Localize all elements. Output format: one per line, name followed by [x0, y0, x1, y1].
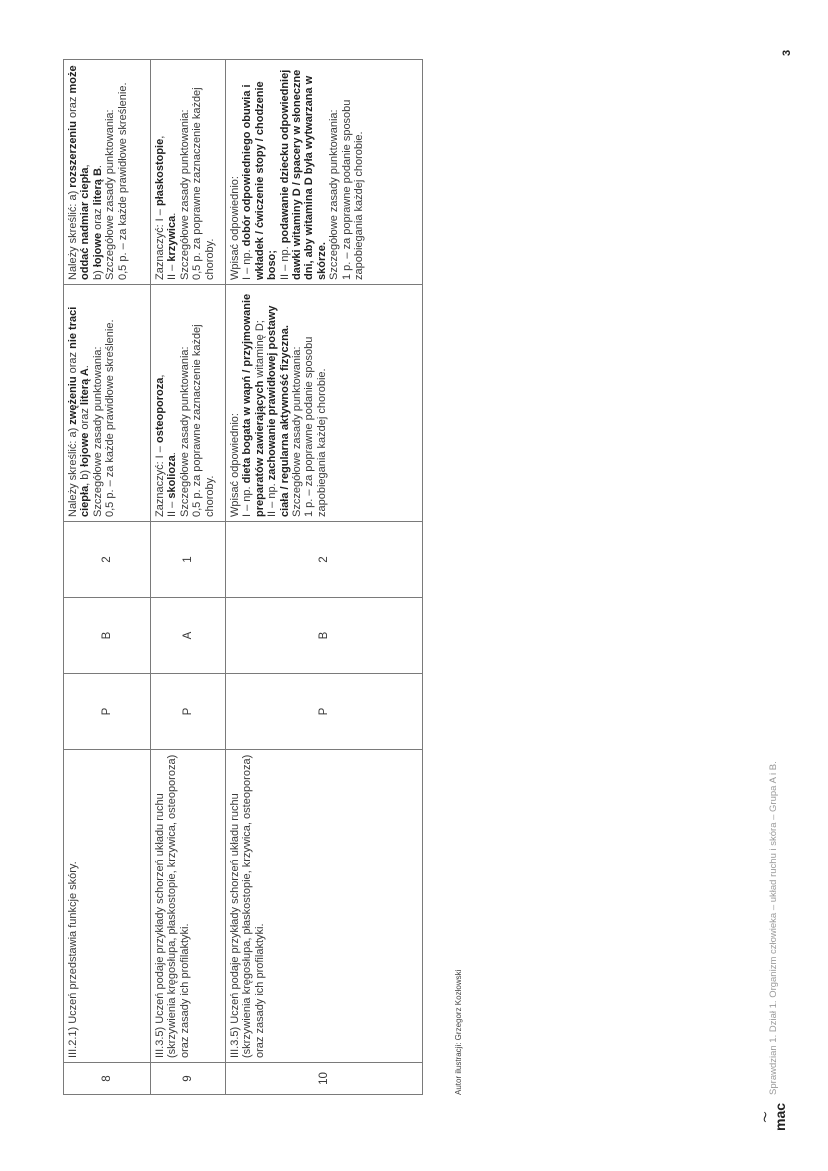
answer-line: [92, 289, 104, 517]
answer-line: [328, 64, 340, 280]
task-number: 10: [226, 1063, 423, 1095]
bold-answer-text: łojowe: [79, 432, 92, 467]
bold-answer-text: zachowanie prawidłowej postawy ciała / regularna aktywność fizyczna.: [266, 305, 291, 517]
bold-answer-text: podawanie dziecku odpowiedniej dawki witaminy D / spacery w słoneczne dni, aby witamina D była wytwarzana w skórze.: [278, 69, 328, 280]
answer-text: 0,5 p. za poprawne zaznaczenie każdej choroby.: [191, 324, 216, 517]
answer-line: [154, 289, 166, 517]
answer-text: .: [166, 452, 179, 456]
max-points: 1: [151, 522, 226, 598]
answer-line: [166, 64, 178, 280]
answer-line: [229, 64, 241, 280]
answer-text: .: [91, 165, 104, 169]
bold-answer-text: nie traci ciepła: [67, 306, 92, 517]
answer-text: oraz: [67, 348, 79, 377]
answer-group-a: [151, 285, 226, 522]
bold-answer-text: łojowe: [91, 232, 104, 268]
bold-answer-text: skolioza: [166, 455, 179, 499]
answer-text: Należy skreślić: a): [67, 424, 79, 517]
max-points: 2: [64, 522, 151, 598]
answer-text: II – np.: [278, 243, 291, 280]
answer-line: [341, 64, 366, 280]
answer-letter: B: [64, 598, 151, 674]
answer-line: [241, 289, 266, 517]
answer-text: I – np.: [241, 246, 254, 280]
illustration-author: Autor ilustracji: Grzegorz Kozłowski: [454, 969, 463, 1095]
answer-text: .: [79, 365, 92, 369]
answer-text: Szczegółowe zasady punktowania:: [91, 346, 104, 517]
table-row: [64, 60, 151, 1095]
answer-text: 0,5 p. za poprawne zaznaczenie każdej choroby.: [191, 87, 216, 280]
bold-answer-text: płaskostopie: [154, 138, 166, 207]
answer-text: Szczegółowe zasady punktowania:: [178, 346, 191, 517]
answer-text: II – np.: [266, 480, 279, 517]
scoring-table: [63, 59, 423, 1095]
bold-answer-text: osteoporoza: [154, 377, 166, 444]
bold-answer-text: literą B: [91, 168, 104, 206]
answer-text: witaminę D;: [253, 320, 266, 381]
answer-line: [191, 289, 216, 517]
footer: [760, 761, 788, 1131]
requirement-level: P: [226, 674, 423, 750]
answer-line: [179, 64, 191, 280]
answer-line: [291, 289, 303, 517]
answer-text: I – np.: [241, 483, 254, 517]
curriculum-requirement: III.3.5) Uczeń podaje przykłady schorzeń układu ruchu (skrzywienia kręgosłupa, płaskostopie, krzywica, osteoporoza) oraz zasady ich profilaktyki.: [151, 750, 226, 1063]
answer-text: ,: [154, 374, 166, 378]
answer-text: Szczegółowe zasady punktowania:: [291, 346, 304, 517]
answer-text: oraz: [91, 205, 104, 233]
answer-text: Wpisać odpowiednio:: [229, 413, 241, 517]
answer-text: Zaznaczyć: I –: [154, 206, 166, 280]
answer-line: [241, 64, 278, 280]
bold-answer-text: krzywica: [166, 215, 179, 262]
answer-text: Należy skreślić: a): [67, 187, 79, 280]
answer-text: oraz: [67, 93, 79, 122]
answer-line: [117, 64, 129, 280]
requirement-level: P: [64, 674, 151, 750]
answer-text: Wpisać odpowiednio:: [229, 176, 241, 280]
bold-answer-text: zwężeniu: [67, 376, 79, 425]
answer-letter: A: [151, 598, 226, 674]
answer-line: [179, 289, 191, 517]
answer-line: [104, 289, 116, 517]
answer-line: [154, 64, 166, 280]
answer-line: [279, 64, 329, 280]
publisher-logo: [760, 1103, 788, 1131]
answer-text: 0,5 p. – za każde prawidłowe skreślenie.: [104, 319, 117, 517]
answer-text: II –: [166, 498, 179, 517]
table-row: [151, 60, 226, 1095]
answer-text: , b): [79, 466, 92, 486]
logo-wave-icon: 〜: [760, 1111, 772, 1123]
answer-text: ,: [79, 164, 92, 168]
logo-text: mac: [772, 1102, 788, 1131]
answer-line: [266, 289, 291, 517]
answer-text: b): [91, 267, 104, 280]
answer-line: [92, 64, 104, 280]
table-row: [226, 60, 423, 1095]
answer-line: [104, 64, 116, 280]
answer-text: Szczegółowe zasady punktowania:: [178, 109, 191, 280]
bold-answer-text: rozszerzeniu: [67, 121, 79, 188]
answer-text: 0,5 p. – za każde prawidłowe skreślenie.: [116, 82, 129, 280]
answer-text: oraz: [79, 405, 92, 433]
answer-group-b: [226, 60, 423, 285]
footer-text: Sprawdzian 1. Dział 1. Organizm człowieka – układ ruchu i skóra – Grupa A i B.: [768, 761, 779, 1095]
answer-text: 1 p. – za poprawne podanie sposobu zapobiegania każdej chorobie.: [303, 336, 328, 517]
answer-group-b: [64, 60, 151, 285]
max-points: 2: [226, 522, 423, 598]
bold-answer-text: dieta bogata w wapń / przyjmowanie preparatów zawierających: [241, 293, 266, 517]
answer-group-b: [151, 60, 226, 285]
answer-text: Szczegółowe zasady punktowania:: [104, 109, 117, 280]
answer-text: .: [166, 212, 179, 216]
answer-text: Szczegółowe zasady punktowania:: [328, 109, 341, 280]
answer-line: [67, 289, 92, 517]
curriculum-requirement: III.2.1) Uczeń przedstawia funkcje skóry.: [64, 750, 151, 1063]
answer-letter: B: [226, 598, 423, 674]
task-number: 9: [151, 1063, 226, 1095]
answer-group-a: [226, 285, 423, 522]
answer-line: [191, 64, 216, 280]
answer-text: ,: [154, 135, 166, 139]
bold-answer-text: literą A: [79, 368, 92, 406]
curriculum-requirement: III.3.5) Uczeń podaje przykłady schorzeń układu ruchu (skrzywienia kręgosłupa, płaskostopie, krzywica, osteoporoza) oraz zasady ich profilaktyki.: [226, 750, 423, 1063]
answer-group-a: [64, 285, 151, 522]
bold-answer-text: może oddać nadmiar ciepła: [67, 65, 92, 280]
task-number: 8: [64, 1063, 151, 1095]
answer-text: Zaznaczyć: I –: [154, 443, 166, 517]
page-number: 3: [781, 49, 793, 56]
bold-answer-text: dobór odpowiedniego obuwia i wkładek / ćwiczenie stopy / chodzenie boso;: [241, 81, 279, 280]
requirement-level: P: [151, 674, 226, 750]
answer-line: [303, 289, 328, 517]
answer-text: II –: [166, 261, 179, 280]
answer-line: [67, 64, 92, 280]
answer-line: [229, 289, 241, 517]
answer-line: [166, 289, 178, 517]
answer-text: 1 p. – za poprawne podanie sposobu zapobiegania każdej chorobie.: [340, 99, 366, 280]
